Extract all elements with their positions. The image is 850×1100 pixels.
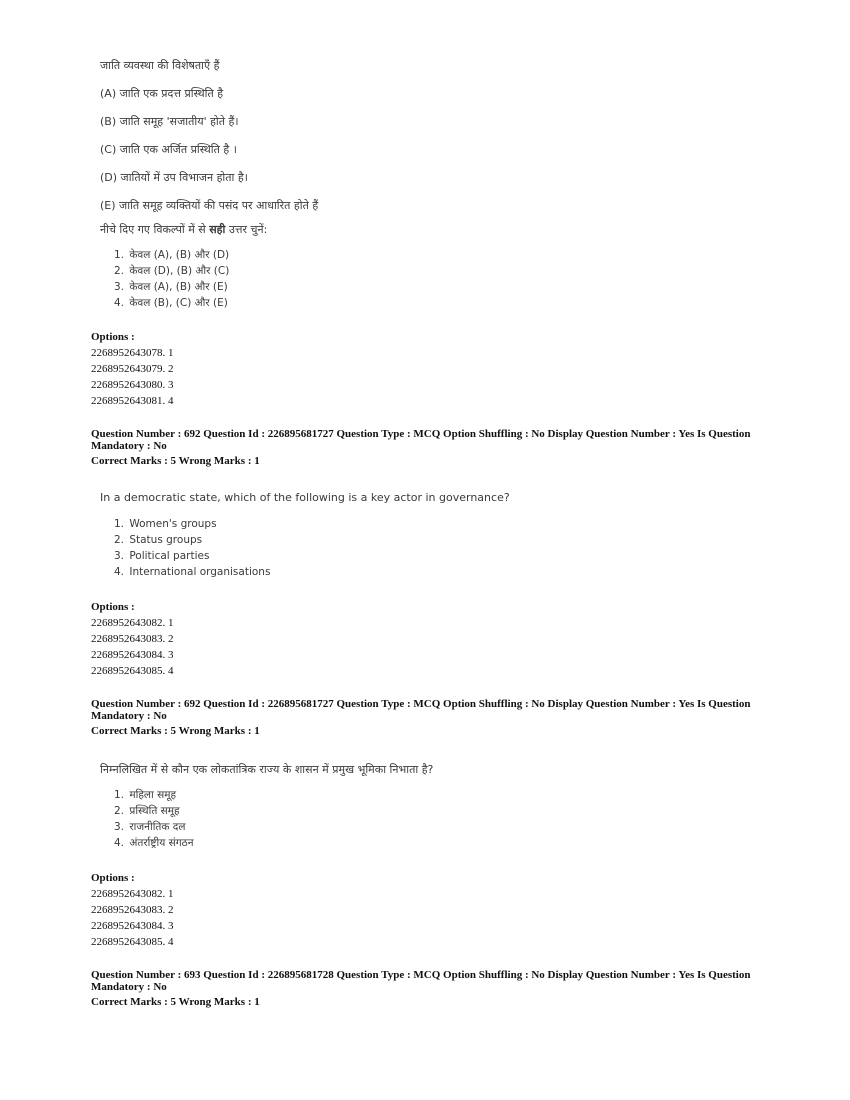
question-meta: Question Number : 692 Question Id : 226895681727 Question Type : MCQ Option Shuffling : No Display Question Number : Yes Is Question Mandatory : No Correct Marks : 5 Wrong Marks : 1 [91,698,751,737]
choice-item: 4. केवल (B), (C) और (E) [114,297,228,309]
statement-d: (D) जातियों में उप विभाजन होता है। [100,171,248,184]
option-id: 2268952643084. 3 [91,920,174,932]
question-stem: जाति व्यवस्था की विशेषताएँ हैं [100,59,220,72]
choice-item: 2. Status groups [114,534,203,546]
choice-item: 1. Women's groups [114,518,217,530]
choice-item: 4. International organisations [114,566,271,578]
option-id: 2268952643085. 4 [91,665,174,677]
choice-item: 4. अंतर्राष्ट्रीय संगठन [114,837,194,849]
choice-item: 3. राजनीतिक दल [114,821,186,833]
options-block [91,329,174,409]
option-id: 2268952643078. 1 [91,347,174,359]
hindi-caste-question [100,58,318,311]
option-id: 2268952643083. 2 [91,904,174,916]
statement-e: (E) जाति समूह व्यक्तियों की पसंद पर आधारित होते हैं [100,199,319,212]
hindi-governance-question [100,762,433,851]
english-governance-question [100,491,510,580]
statement-c: (C) जाति एक अर्जित प्रस्थिति है । [100,143,237,156]
option-id: 2268952643082. 1 [91,617,174,629]
choice-item: 2. प्रस्थिति समूह [114,805,180,817]
choice-list [100,247,318,311]
marks-line: Correct Marks : 5 Wrong Marks : 1 [91,455,260,467]
question-meta: Question Number : 692 Question Id : 226895681727 Question Type : MCQ Option Shuffling : No Display Question Number : Yes Is Question Mandatory : No Correct Marks : 5 Wrong Marks : 1 [91,428,751,467]
options-label: Options : [91,601,135,613]
statement-b: (B) जाति समूह 'सजातीय' होते हैं। [100,115,239,128]
instruction: नीचे दिए गए विकल्पों में से सही उत्तर चुनें: [100,223,268,236]
choice-item: 2. केवल (D), (B) और (C) [114,265,230,277]
choice-list [100,516,510,580]
option-id: 2268952643082. 1 [91,888,174,900]
choice-item: 3. केवल (A), (B) और (E) [114,281,228,293]
question-meta: Question Number : 693 Question Id : 226895681728 Question Type : MCQ Option Shuffling : No Display Question Number : Yes Is Question Mandatory : No Correct Marks : 5 Wrong Marks : 1 [91,969,751,1008]
option-id: 2268952643083. 2 [91,633,174,645]
option-id: 2268952643081. 4 [91,395,174,407]
statement-a: (A) जाति एक प्रदत्त प्रस्थिति है [100,87,224,100]
marks-line: Correct Marks : 5 Wrong Marks : 1 [91,996,260,1008]
choice-item: 1. केवल (A), (B) और (D) [114,249,230,261]
marks-line: Correct Marks : 5 Wrong Marks : 1 [91,725,260,737]
option-id: 2268952643084. 3 [91,649,174,661]
choice-item: 1. महिला समूह [114,789,177,801]
options-block [91,870,174,950]
option-id: 2268952643079. 2 [91,363,174,375]
options-label: Options : [91,331,135,343]
options-label: Options : [91,872,135,884]
options-block [91,599,174,679]
choice-list [100,787,433,851]
option-id: 2268952643080. 3 [91,379,174,391]
choice-item: 3. Political parties [114,550,210,562]
question-stem: निम्नलिखित में से कौन एक लोकतांत्रिक राज्य के शासन में प्रमुख भूमिका निभाता है? [100,763,434,776]
question-stem: In a democratic state, which of the following is a key actor in governance? [100,491,510,504]
option-id: 2268952643085. 4 [91,936,174,948]
